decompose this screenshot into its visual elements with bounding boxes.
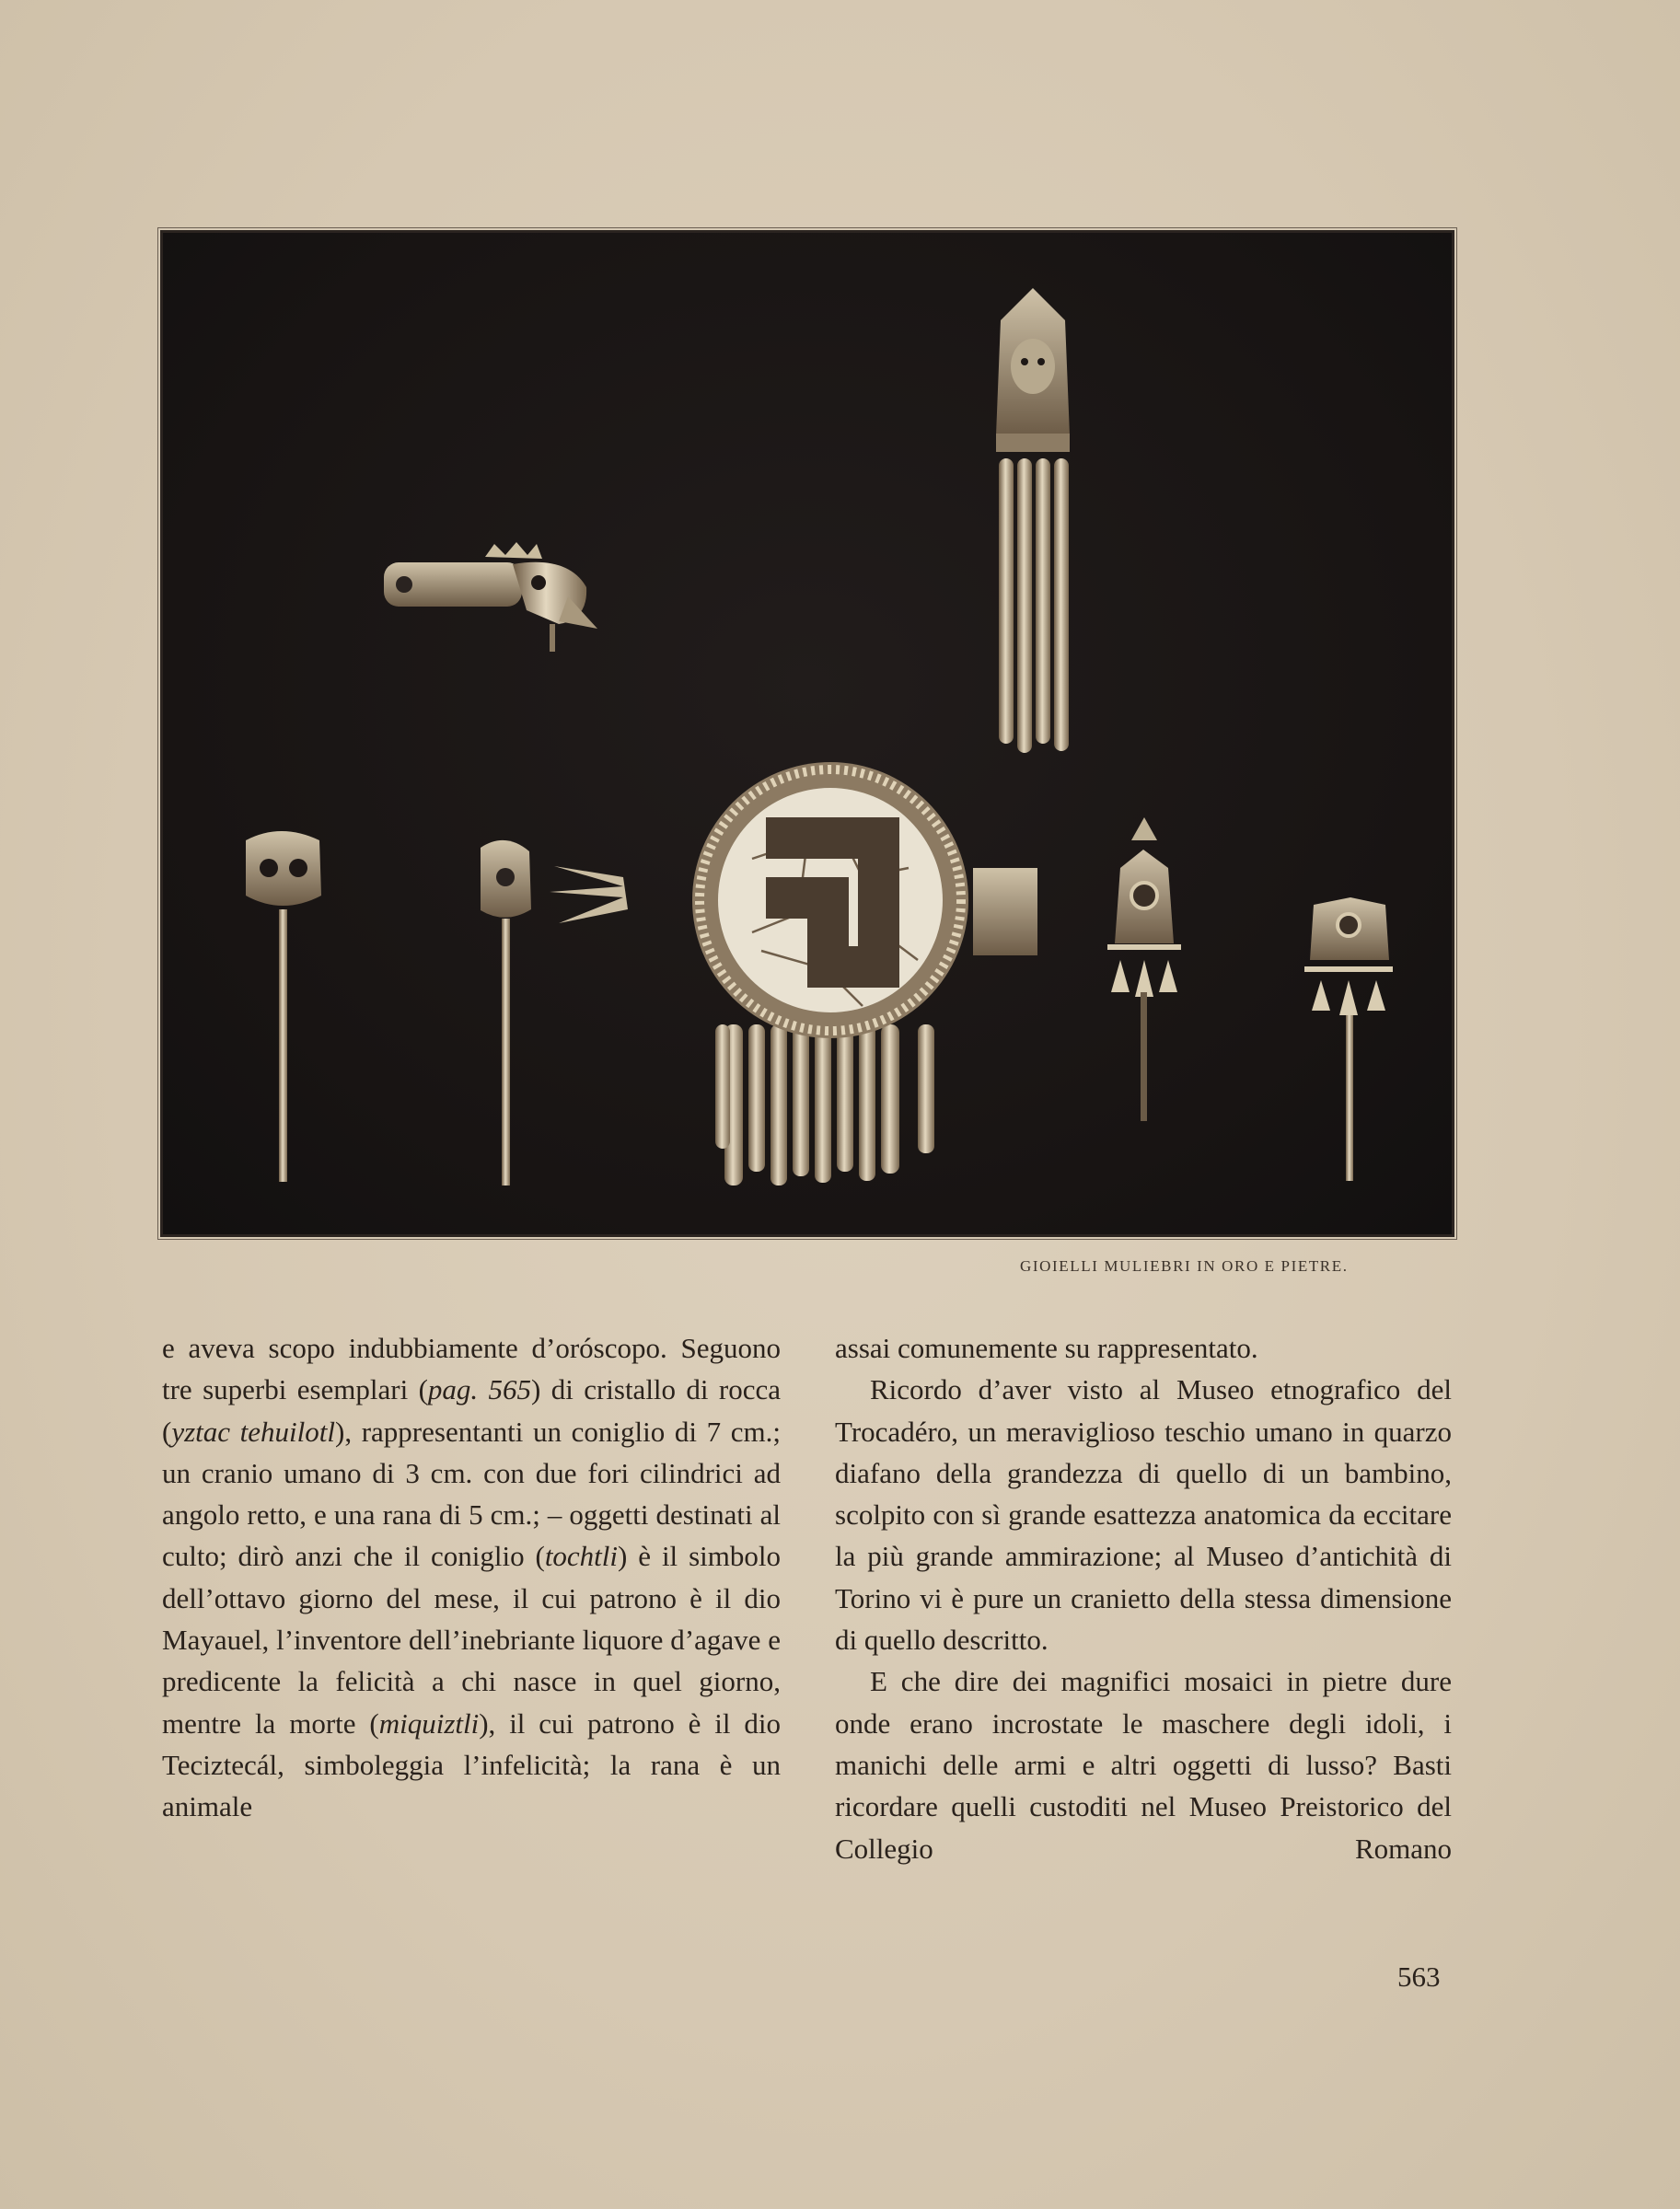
jewelry-photograph — [160, 230, 1454, 1237]
left-paragraph: e aveva scopo indubbiamente d’oróscopo. Seguono tre superbi esemplari (pag. 565) di cristallo di rocca (yztac tehuilotl), rappresentanti un coniglio di 7 cm.; un cranio umano di 3 cm. con due fori cilindrici ad angolo retto, e una rana di 5 cm.; – oggetti destinati al culto; dirò anzi che il coniglio (tochtli) è il simbolo dell’ottavo giorno del mese, il cui patrono è il dio Mayauel, l’inventore dell’inebriante liquore d’agave e predicente la felicità a chi nasce in quel giorno, mentre la morte (miquiztli), il cui patrono è il dio Teciztecál, simboleggia l’infelicità; la rana è un animale — [162, 1332, 781, 1823]
right-text-column — [835, 1327, 1452, 1869]
right-paragraph-2: Ricordo d’aver visto al Museo etnografico del Trocadéro, un meraviglioso teschio umano in quarzo diafano della grandezza di quello di un bambino, scolpito con sì grande esattezza anatomica da eccitare la più grande ammirazione; al Museo d’antichità di Torino vi è pure un cranietto della stessa dimensione di quello descritto. — [835, 1373, 1452, 1657]
pendant-earring-with-drops — [1107, 817, 1181, 1121]
photo-artwork — [163, 233, 1452, 1234]
right-paragraph-3: E che dire dei magnifici mosaici in pietre dure onde erano incrostate le maschere degli idoli, i manichi delle armi e altri oggetti di lusso? Basti ricordare quelli custoditi nel Museo Preistorico del Collegio Romano — [835, 1665, 1452, 1865]
pendant-with-face-and-tassels — [996, 288, 1070, 753]
right-paragraph-1: assai comunemente su rappresentato. — [835, 1332, 1258, 1364]
pin-with-animal-head — [246, 831, 321, 1182]
figure-caption: GIOIELLI MULIEBRI IN ORO E PIETRE. — [1020, 1257, 1349, 1275]
left-text-column — [162, 1327, 781, 1828]
bird-head-tube-ornament — [384, 542, 597, 652]
pendant-pin-with-stone — [1304, 897, 1393, 1181]
page-number: 563 — [1397, 1960, 1441, 1993]
circular-mosaic-pectoral — [550, 762, 1037, 1185]
pin-with-small-figure — [481, 840, 531, 1185]
